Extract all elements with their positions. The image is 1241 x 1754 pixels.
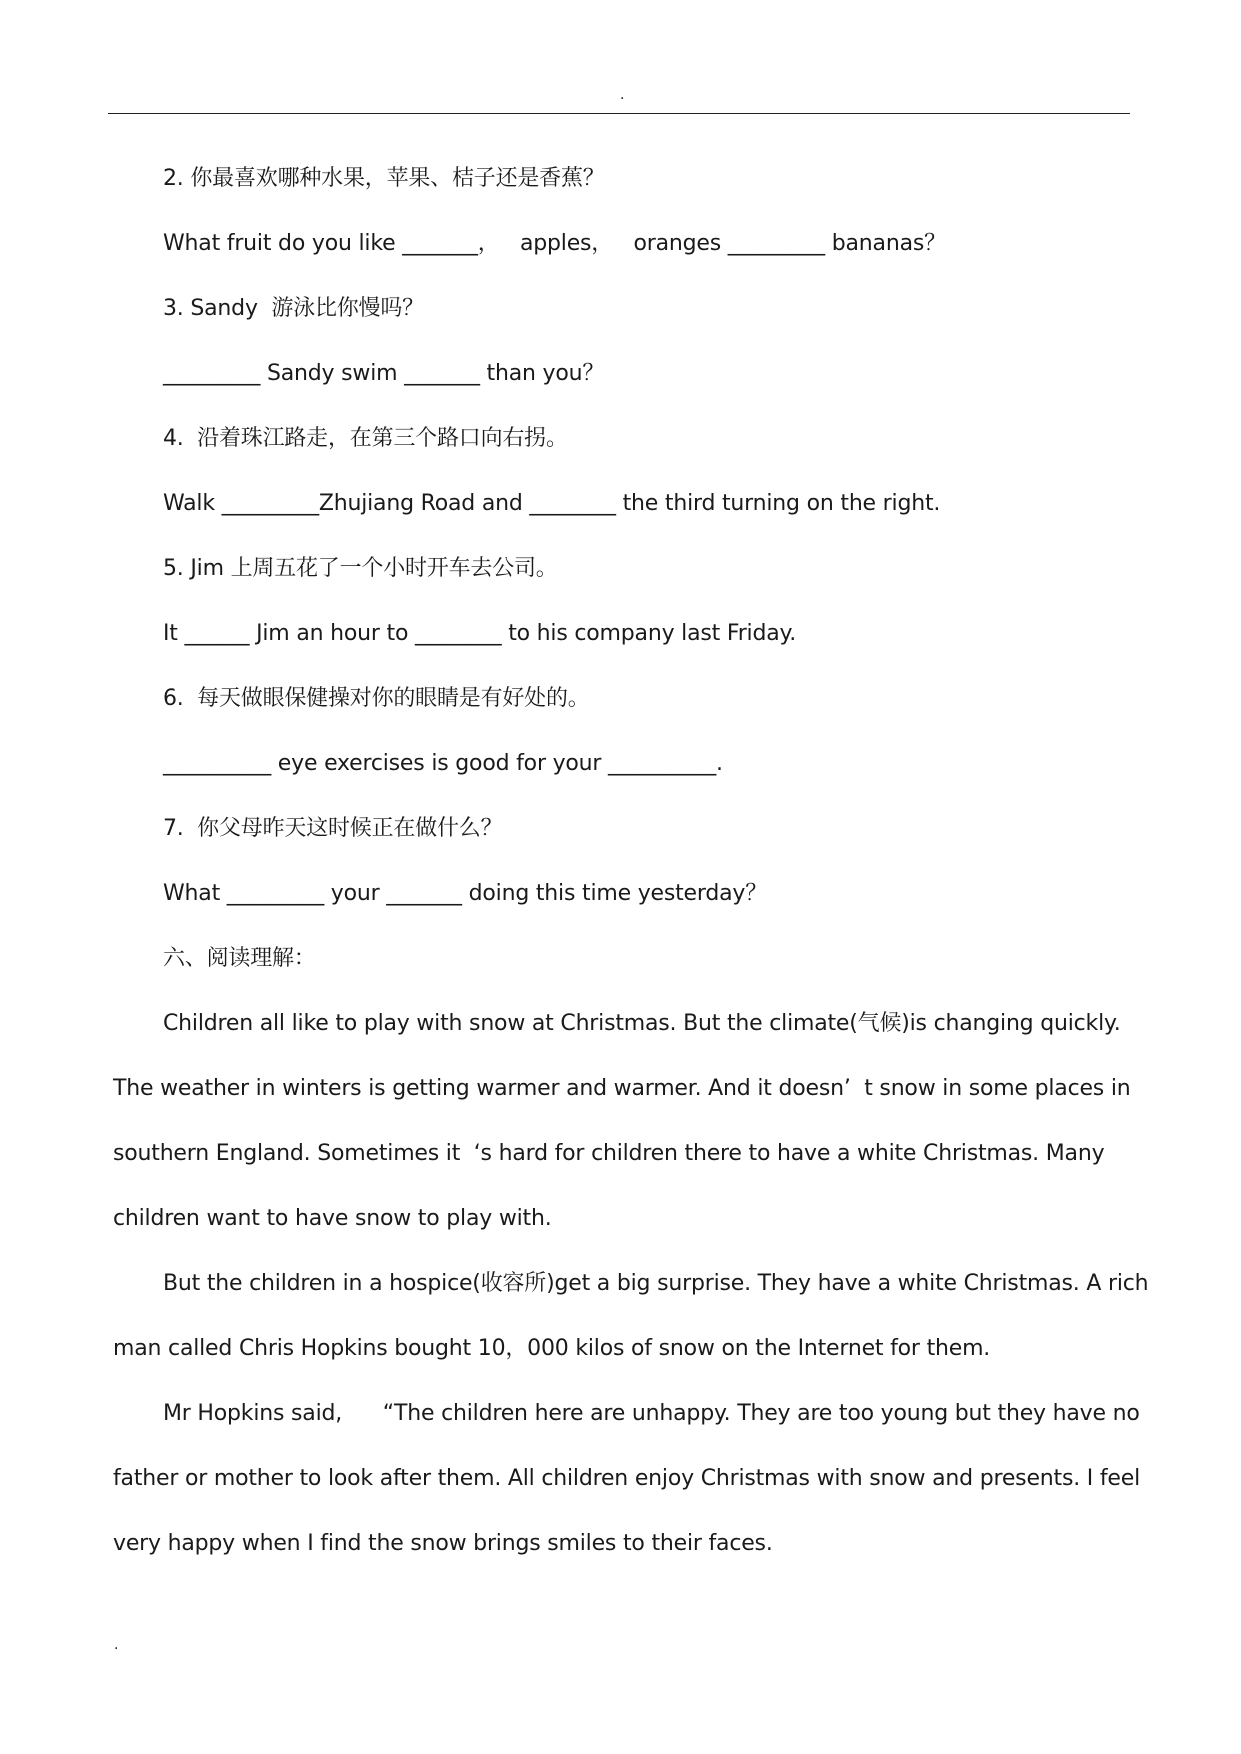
exercise-6-chinese: 6. 每天做眼保健操对你的眼睛是有好处的。 [163, 686, 590, 711]
passage-line: man called Chris Hopkins bought 10，000 kilos of snow on the Internet for them. [113, 1336, 991, 1361]
exercise-3-chinese: 3. Sandy 游泳比你慢吗？ [163, 296, 424, 321]
passage-line: But the children in a hospice(收容所)get a big surprise. They have a white Christmas. A rich [163, 1271, 1149, 1296]
section-title: 六、阅读理解： [163, 946, 316, 971]
exercise-6-english: __________ eye exercises is good for your __________. [163, 751, 723, 776]
exercise-7-english: What _________ your _______ doing this time yesterday？ [163, 881, 768, 906]
header-mark: . [620, 87, 625, 103]
header-rule [108, 113, 1130, 114]
passage-line: Children all like to play with snow at Christmas. But the climate(气候)is changing quickly. [163, 1011, 1121, 1036]
passage-line: very happy when I find the snow brings smiles to their faces. [113, 1531, 773, 1556]
passage-line: southern England. Sometimes it ‘s hard for children there to have a white Christmas. Many [113, 1141, 1105, 1166]
exercise-5-chinese: 5. Jim 上周五花了一个小时开车去公司。 [163, 556, 558, 581]
exercise-7-chinese: 7. 你父母昨天这时候正在做什么？ [163, 816, 503, 841]
footer-mark: . [114, 1637, 119, 1653]
exercise-5-english: It ______ Jim an hour to ________ to his company last Friday. [163, 621, 796, 646]
passage-line: Mr Hopkins said, “The children here are unhappy. They are too young but they have no [163, 1401, 1140, 1426]
passage-line: The weather in winters is getting warmer and warmer. And it doesn’ t snow in some places in [113, 1076, 1131, 1101]
exercise-4-english: Walk _________Zhujiang Road and ________ the third turning on the right. [163, 491, 941, 516]
passage-line: father or mother to look after them. All children enjoy Christmas with snow and presents. I feel [113, 1466, 1141, 1491]
exercise-2-english: What fruit do you like _______， apples， oranges _________ bananas？ [163, 231, 946, 256]
exercise-3-english: _________ Sandy swim _______ than you？ [163, 361, 605, 386]
exercise-4-chinese: 4. 沿着珠江路走，在第三个路口向右拐。 [163, 426, 568, 451]
exercise-2-chinese: 2. 你最喜欢哪种水果，苹果、桔子还是香蕉？ [163, 166, 605, 191]
passage-line: children want to have snow to play with. [113, 1206, 552, 1231]
